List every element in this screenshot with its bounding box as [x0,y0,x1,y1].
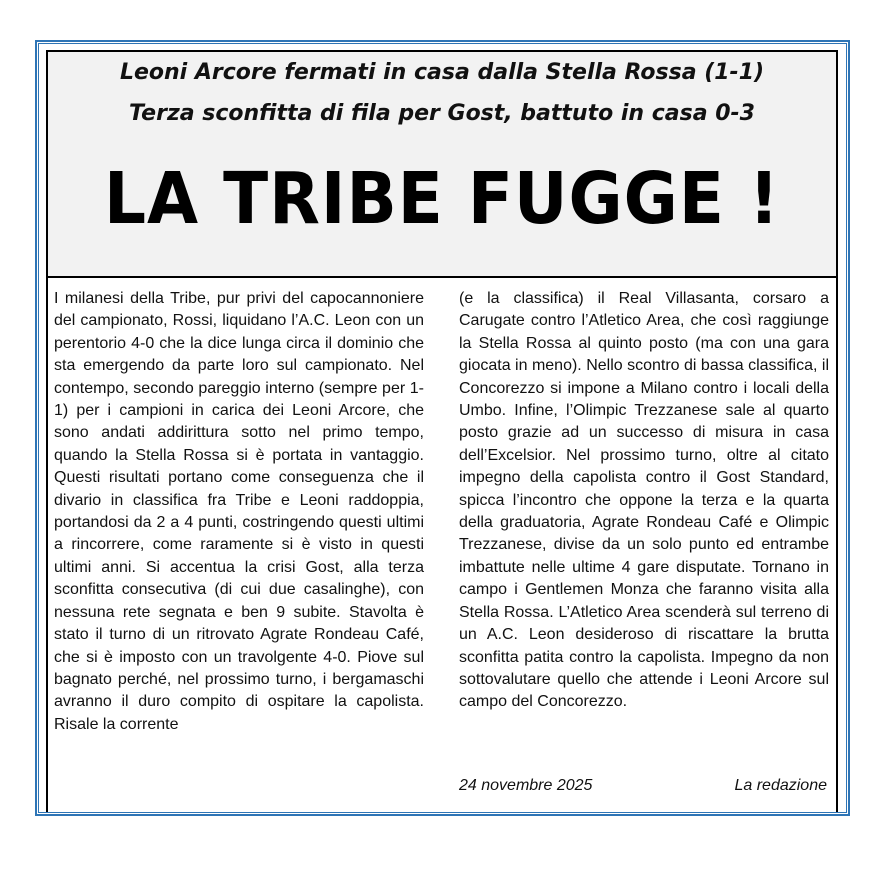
signature: La redazione [734,777,827,794]
subtitle-2: Terza sconfitta di fila per Gost, battuto in casa 0-3 [129,101,755,126]
left-border-rule [46,278,48,812]
headline: LA TRIBE FUGGE ! [103,156,781,241]
article-column-right: (e la classifica) il Real Villasanta, corsaro a Carugate contro l’Atletico Area, che così raggiunge la Stella Rossa al quinto posto (ma con una gara giocata in meno). Nello scontro di bassa classifica, il Concorezzo si impone a Milano contro i locali della Umbo. Infine, l’Olimpic Trezzanese sale al quarto posto grazie ad un successo di misura in casa dell’Excelsior. Nel prossimo turno, oltre al citato impegno della capolista contro il Gost Standard, spicca l’incontro che oppone la terza e la quarta della graduatoria, Agrate Rondeau Café e Olimpic Trezzanese, divise da un solo punto ed entrambe imbattute nelle ultime 4 gare disputate. Tornano in campo i Gentlemen Monza che faranno visita alla Stella Rossa. L’Atletico Area scenderà sul terreno di un A.C. Leon desideroso di riscattare la brutta sconfitta patita contro la capolista. Impegno da non sottovalutare quello che attende i Leoni Arcore sul campo del Concorezzo. [459,290,829,711]
article-column-left: I milanesi della Tribe, pur privi del capocannoniere del campionato, Rossi, liquidano l’A.C. Leon con un perentorio 4-0 che la dice lunga circa il dominio che sta emergendo da parte loro sul campionato. Nel contempo, secondo pareggio interno (sempre per 1-1) per i campioni in carica dei Leoni Arcore, che sono andati addirittura sotto nel primo tempo, quando la Stella Rossa si è portata in vantaggio. Questi risultati portano come conseguenza che il divario in classifica fra Tribe e Leoni raddoppia, portandosi da 2 a 4 punti, costringendo questi ultimi a rincorrere, come raramente si è visto in questi ultimi anni. Si accentua la crisi Gost, alla terza sconfitta consecutiva (di cui due casalinghe), con nessuna rete segnata e ben 9 subite. Stavolta è stato il turno di un ritrovato Agrate Rondeau Café, che si è imposto con un travolgente 4-0. Piove sul bagnato perché, nel prossimo turno, i bergamaschi avranno il duro compito di ospitare la capolista. Risale la corrente [54,290,424,733]
publication-date: 24 novembre 2025 [459,777,593,794]
subtitle-1: Leoni Arcore fermati in casa dalla Stella Rossa (1-1) [119,60,765,85]
right-border-rule [836,278,838,812]
header-box [46,50,838,278]
